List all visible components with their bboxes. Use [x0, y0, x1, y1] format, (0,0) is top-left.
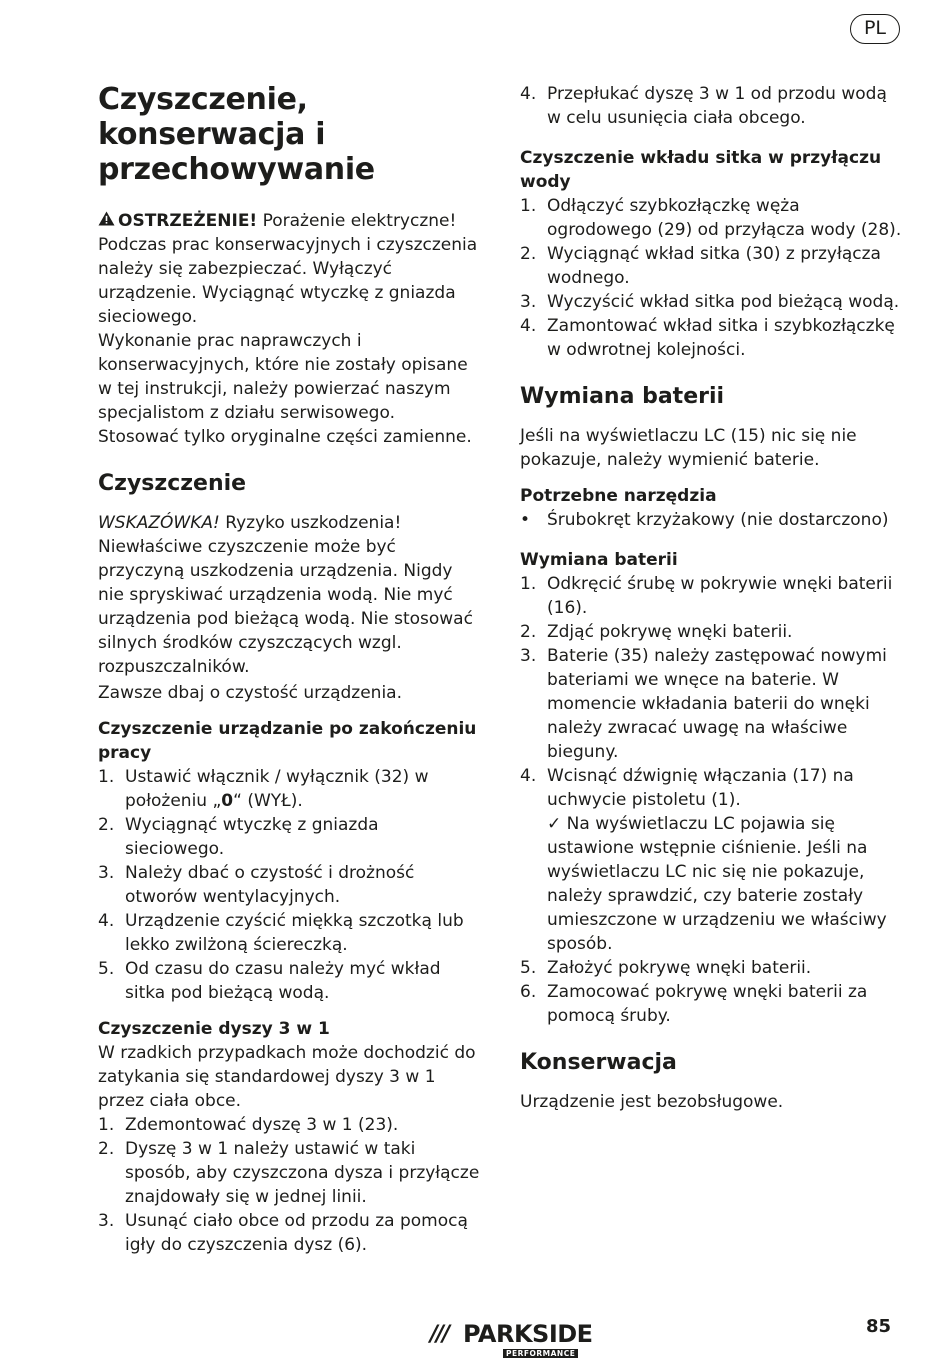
list-text-post: “ (WYŁ). [233, 791, 303, 811]
maintenance-heading: Konserwacja [520, 1050, 677, 1075]
list-item [98, 1209, 480, 1257]
nozzle-intro: W rzadkich przypadkach może dochodzić do zatykania się standardowej dyszy 3 w 1 przez ciała obce. [98, 1043, 476, 1111]
list-number: 3. [98, 1211, 115, 1231]
list-text: Zamocować pokrywę wnęki baterii za pomocą śruby. [547, 982, 868, 1026]
list-text: Założyć pokrywę wnęki baterii. [547, 958, 812, 978]
list-item [98, 909, 480, 957]
repair-paragraph: Wykonanie prac naprawczych i konserwacyjnych, które nie zostały opisane w tej instrukcji, należy powierzać naszym specjalistom z działu serwisowego. Stosować tylko oryginalne części zamienne. [98, 331, 472, 447]
logo-subtext: PERFORMANCE [503, 1349, 578, 1358]
cleaning-heading: Czyszczenie [98, 471, 247, 496]
list-text-pre: Od czasu do czasu należy myć wkład sitka pod bieżącą wodą. [125, 959, 441, 1003]
list-number: 1. [520, 574, 537, 594]
list-text: Odkręcić śrubę w pokrywie wnęki baterii (16). [547, 574, 893, 618]
after-use-heading: Czyszczenie urządzanie po zakończeniu pracy [98, 719, 477, 763]
list-number: 2. [98, 815, 115, 835]
parkside-logo [430, 1320, 593, 1360]
bullet-icon: • [520, 510, 531, 530]
list-item [98, 813, 480, 861]
list-item [520, 508, 904, 532]
list-item [98, 1113, 480, 1137]
filter-heading: Czyszczenie wkładu sitka w przyłączu wody [520, 148, 882, 192]
list-text: Przepłukać dyszę 3 w 1 od przodu wodą w celu usunięcia ciała obcego. [547, 84, 887, 128]
after-use-list [98, 765, 480, 1005]
maintenance-text: Urządzenie jest bezobsługowe. [520, 1092, 784, 1112]
list-number: 1. [520, 196, 537, 216]
list-number: 1. [98, 767, 115, 787]
check-icon: ✓ [547, 814, 562, 834]
page-number: 85 [866, 1316, 892, 1337]
list-number: 2. [520, 622, 537, 642]
list-item [98, 861, 480, 909]
list-text: Zdemontować dyszę 3 w 1 (23). [125, 1115, 399, 1135]
list-text: Dyszę 3 w 1 należy ustawić w taki sposób, aby czyszczona dysza i przyłącze znajdowały się w jednej linii. [125, 1139, 480, 1207]
warning-text: Porażenie elektryczne! Podczas prac konserwacyjnych i czyszczenia należy się zabezpieczać. Wyłączyć urządzenie. Wyciągnąć wtyczkę z gniazda sieciowego. [98, 211, 478, 327]
list-number: 5. [520, 958, 537, 978]
list-text: Wyczyścić wkład sitka pod bieżącą wodą. [547, 292, 900, 312]
list-number: 3. [98, 863, 115, 883]
left-column [98, 82, 480, 1257]
warning-label: OSTRZEŻENIE! [118, 211, 258, 231]
check-paragraph [520, 812, 904, 956]
tools-heading: Potrzebne narzędzia [520, 486, 717, 506]
nozzle-list [98, 1113, 480, 1257]
list-number: 6. [520, 982, 537, 1002]
hint-paragraph [98, 511, 480, 679]
list-item [520, 980, 904, 1028]
list-item [520, 290, 904, 314]
list-text: Zamontować wkład sitka i szybkozłączkę w odwrotnej kolejności. [547, 316, 895, 360]
logo-stripes-icon: /// [430, 1322, 449, 1347]
hint-label: WSKAZÓWKA! [98, 513, 220, 533]
hint-paragraph-2: Zawsze dbaj o czystość urządzenia. [98, 683, 402, 703]
list-item [520, 194, 904, 242]
warning-paragraph [98, 209, 480, 329]
tools-list [520, 508, 904, 532]
list-text-pre: Ustawić włącznik / wyłącznik (32) w położeniu „ [125, 767, 429, 811]
list-text-pre: Należy dbać o czystość i drożność otworów wentylacyjnych. [125, 863, 415, 907]
page-title: Czyszczenie, konserwacja i przechowywanie [98, 82, 375, 187]
filter-list [520, 194, 904, 362]
list-item [520, 764, 904, 812]
list-item [520, 956, 904, 980]
list-text: Wcisnąć dźwignię włączania (17) na uchwycie pistoletu (1). [547, 766, 854, 810]
list-item [520, 314, 904, 362]
list-number: 5. [98, 959, 115, 979]
list-text-pre: Urządzenie czyścić miękką szczotką lub lekko zwilżoną ściereczką. [125, 911, 464, 955]
list-item [520, 572, 904, 620]
list-text: Odłączyć szybkozłączkę węża ogrodowego (29) od przyłącza wody (28). [547, 196, 902, 240]
battery-intro: Jeśli na wyświetlaczu LC (15) nic się nie pokazuje, należy wymienić baterie. [520, 426, 857, 470]
list-text: Śrubokręt krzyżakowy (nie dostarczono) [547, 510, 889, 530]
list-text: Wyciągnąć wkład sitka (30) z przyłącza wodnego. [547, 244, 881, 288]
list-text-bold: 0 [221, 791, 234, 811]
replace-heading: Wymiana baterii [520, 550, 678, 570]
list-text: Usunąć ciało obce od przodu za pomocą igły do czyszczenia dysz (6). [125, 1211, 468, 1255]
list-item [98, 765, 480, 813]
list-number: 1. [98, 1115, 115, 1135]
nozzle-heading: Czyszczenie dyszy 3 w 1 [98, 1019, 330, 1039]
list-text: Zdjąć pokrywę wnęki baterii. [547, 622, 793, 642]
list-text-pre: Wyciągnąć wtyczkę z gniazda sieciowego. [125, 815, 379, 859]
battery-heading: Wymiana baterii [520, 384, 725, 409]
list-item [520, 242, 904, 290]
list-text: Baterie (35) należy zastępować nowymi bateriami we wnęce na baterie. W momencie wkładania baterii do wnęki należy zwracać uwagę na właściwe bieguny. [547, 646, 887, 762]
list-number: 4. [98, 911, 115, 931]
right-column [520, 82, 904, 1114]
list-item [520, 82, 904, 130]
list-item [520, 644, 904, 764]
list-number: 3. [520, 646, 537, 666]
list-item [98, 1137, 480, 1209]
list-number: 3. [520, 292, 537, 312]
check-text: Na wyświetlaczu LC pojawia się ustawione wstępnie ciśnienie. Jeśli na wyświetlaczu LC nic się nie pokazuje, należy sprawdzić, czy baterie zostały umieszczone w urządzeniu we właściwy sposób. [547, 814, 887, 954]
replace-list [520, 572, 904, 812]
list-item [520, 620, 904, 644]
list-number: 2. [98, 1139, 115, 1159]
language-badge: PL [850, 14, 900, 44]
list-number: 2. [520, 244, 537, 264]
hint-text: Ryzyko uszkodzenia! Niewłaściwe czyszczenie może być przyczyną uszkodzenia urządzenia. Nigdy nie spryskiwać urządzenia wodą. Nie myć urządzenia pod bieżącą wodą. Nie stosować silnych środków czyszczących wzgl. rozpuszczalników. [98, 513, 473, 677]
list-number: 4. [520, 84, 537, 104]
replace-list-2 [520, 956, 904, 1028]
list-number: 4. [520, 316, 537, 336]
logo-text: PARKSIDE [463, 1320, 593, 1348]
warning-triangle-icon [98, 209, 118, 233]
list-item [98, 957, 480, 1005]
nozzle-list-continued [520, 82, 904, 130]
list-number: 4. [520, 766, 537, 786]
